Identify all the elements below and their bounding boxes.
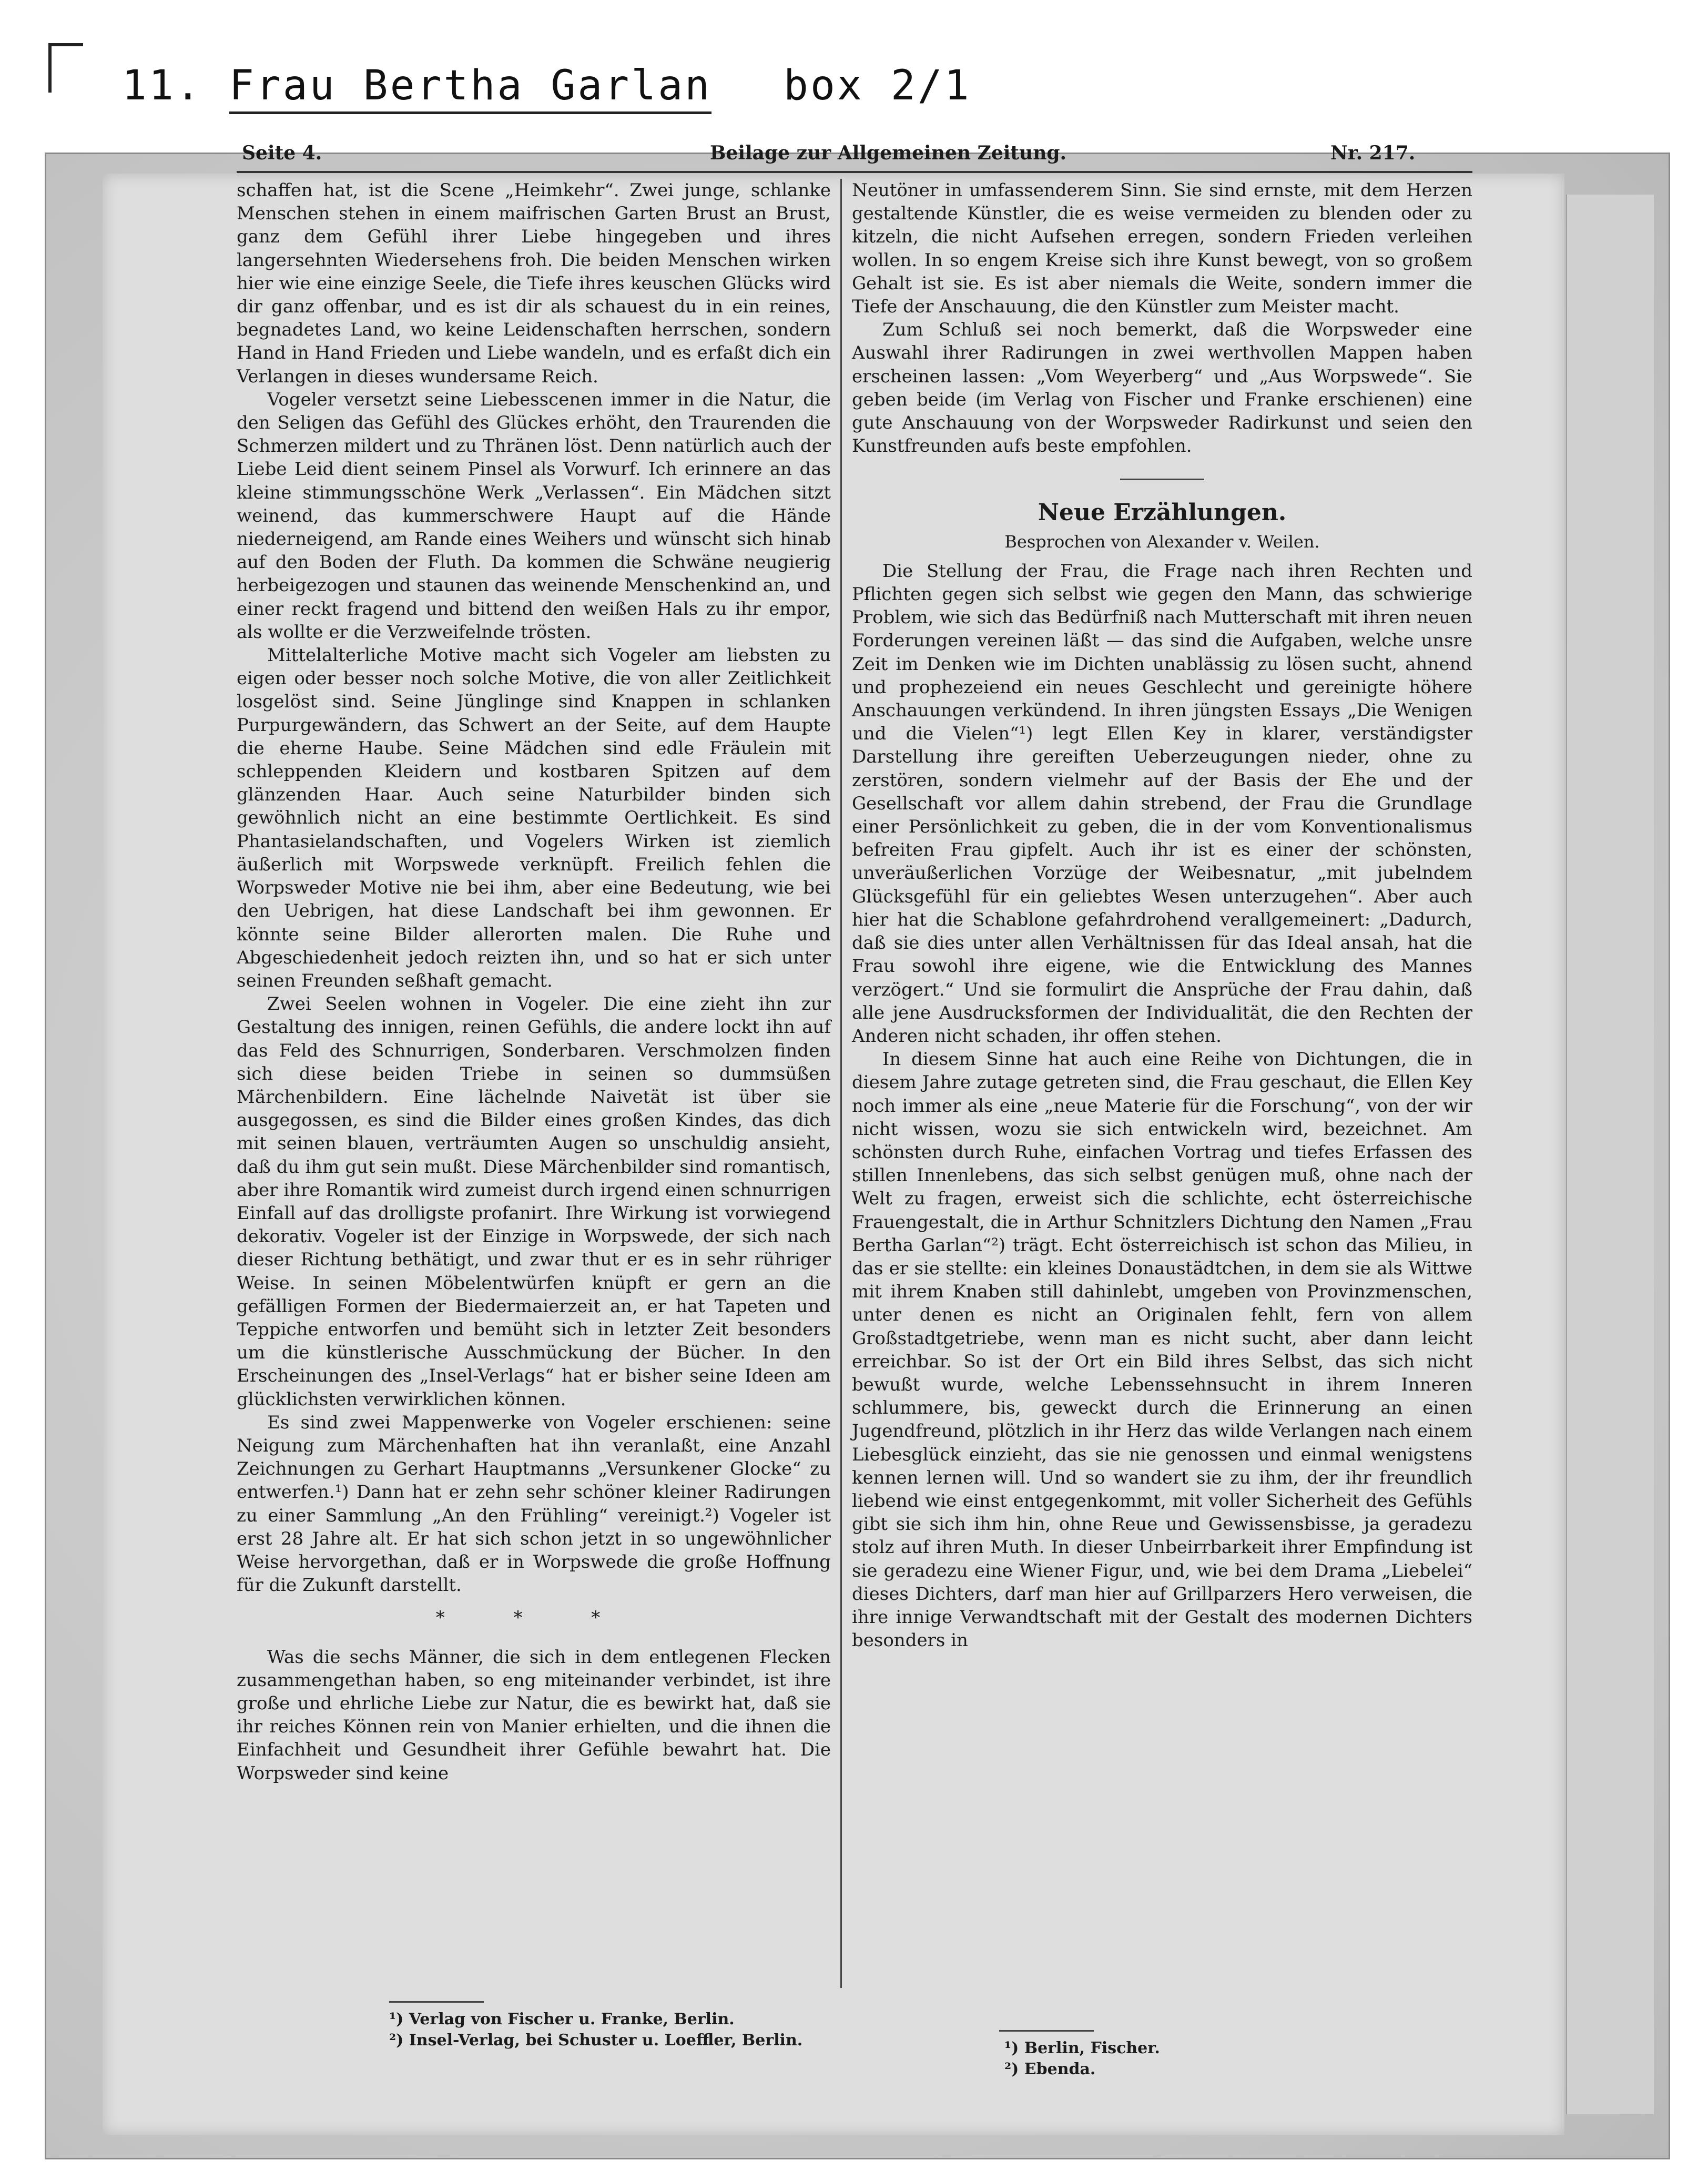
section-separator: [1120, 479, 1204, 480]
left-footnotes: [389, 2009, 802, 2051]
left-closing-paragraph: Was die sechs Männer, die sich in dem entlegenen Flecken zusammengethan haben, so eng miteinander verbindet, ist ihre große und ehrliche Liebe zur Natur, die es bewirkt hat, daß sie ihr reiches Können rein von Manier erhielten, und die ihnen die Einfachheit und Gesundheit ihrer Gefühle bewahrt hat. Die Worpsweder sind keine: [237, 1646, 831, 1784]
left-paragraph: Zwei Seelen wohnen in Vogeler. Die eine zieht ihn zur Gestaltung des innigen, reinen Gefühls, die andere lockt ihn auf das Feld des Schnurrigen, Sonderbaren. Verschmolzen finden sich diese beiden Triebe in seinen so dummsüßen Märchenbildern. Eine lächelnde Naivetät ist über sie ausgegossen, es sind die Bilder eines großen Kindes, das dich mit seinen blauen, verträumten Augen so unschuldig ansieht, daß du ihm gut sein mußt. Diese Märchenbilder sind romantisch, aber ihre Romantik wird zumeist durch irgend einen schnurrigen Einfall auf das drolligste profanirt. Ihre Wirkung ist vorwiegend dekorativ. Vogeler ist der Einzige in Worpswede, der sich nach dieser Richtung bethätigt, und zwar thut er es in sehr rühriger Weise. In seinen Möbelentwürfen knüpft er gern an die gefälligen Formen der Biedermaierzeit an, er hat Tapeten und Teppiche entworfen und bemüht sich in letzter Zeit besonders um die künstlerische Ausschmückung der Bücher. In den Erscheinungen des „Insel-Verlags“ hat er bisher seine Ideen am glücklichsten verwirklichen können.: [237, 993, 831, 1410]
section-stars: * * *: [435, 1607, 632, 1629]
right-paragraph: In diesem Sinne hat auch eine Reihe von Dichtungen, die in diesem Jahre zutage getreten sind, die Frau geschaut, die Ellen Key noch immer als eine „neue Materie für die Forschung“, von der wir nicht wissen, wozu sie sich entwickeln wird, bezeichnet. Am schönsten durch Ruhe, einfachen Vortrag und tiefes Erfassen des stillen Innenlebens, das sich selbst genügen muß, ohne nach der Welt zu fragen, erweist sich die schlichte, echt österreichische Frauengestalt, die in Arthur Schnitzlers Dichtung den Namen „Frau Bertha Garlan“²) trägt. Echt österreichisch ist schon das Milieu, in das er sie stellte: ein kleines Donaustädtchen, in dem sie als Wittwe mit ihrem Knaben still dahinlebt, umgeben von Provinzmenschen, unter denen es nicht an Originalen fehlt, fern von allem Großstadtgetriebe, wenn man es nicht sucht, aber dann leicht erreichbar. So ist der Ort ein Bild ihres Selbst, das sich nicht bewußt wurde, welche Lebenssehnsucht in ihrem Inneren schlummere, bis, geweckt durch die Erinnerung an einen Jugendfreund, plötzlich in ihr Herz das wilde Verlangen nach einem Liebesglück einzieht, das sie nie genossen und einmal wenigstens kennen lernen will. Und so wandert sie zu ihm, der ihr freundlich liebend wie einst entgegenkommt, mit voller Sicherheit des Gefühls gibt sie sich ihm hin, ohne Reue und Gewissensbisse, ja geradezu stolz auf ihren Muth. In dieser Unbeirrbarkeit ihrer Empfindung ist sie geradezu eine Wiener Figur, und, wie bei dem Drama „Liebelei“ dieses Dichters, darf man hier auf Grillparzers Hero verweisen, die ihre innige Verwandtschaft mit der Gestalt des modernen Dichters besonders in: [852, 1049, 1472, 1651]
right-footnote-2: ²) Ebenda.: [1004, 2060, 1096, 2078]
right-footnote-1: ¹) Berlin, Fischer.: [1004, 2039, 1160, 2057]
page-number: Seite 4.: [242, 142, 322, 164]
archive-box-number: box 2/1: [784, 62, 971, 109]
right-opening-paragraph: Neutöner in umfassenderem Sinn. Sie sind ernste, mit dem Herzen gestaltende Künstler, die es weise vermeiden zu blenden oder zu kitzeln, die nicht Aufsehen erregen, sondern Frieden verleihen wollen. In so engem Kreise sich ihre Kunst bewegt, von so großem Gehalt ist sie. Es ist aber niemals die Weite, sondern immer die Tiefe der Anschauung, die den Künstler zum Meister macht.: [852, 180, 1472, 318]
issue-number: Nr. 217.: [1330, 142, 1416, 164]
header-rule: [237, 171, 1472, 173]
label-title-text: Frau Bertha Garlan: [229, 62, 711, 114]
label-number: 11.: [122, 62, 202, 109]
section-title: Neue Erzählungen.: [1038, 499, 1287, 526]
archive-label-title: [122, 62, 711, 109]
corner-crop-mark: [48, 43, 83, 93]
publication-title: Beilage zur Allgemeinen Zeitung.: [710, 142, 1067, 164]
paper-edge-strip: [1566, 195, 1654, 2114]
right-paragraph: Die Stellung der Frau, die Frage nach ihren Rechten und Pflichten gegen sich selbst wie gegen den Mann, das schwierige Problem, wie sich das Bedürfniß nach Mutterschaft mit ihren neuen Forderungen vereinen läßt — das sind die Aufgaben, welche unsre Zeit im Denken wie im Dichten unablässig zu lösen sucht, ahnend und prophezeiend ein neues Geschlecht und gereinigte höhere Anschauungen verkündend. In ihren jüngsten Essays „Die Wenigen und die Vielen“¹) legt Ellen Key in klarer, verständigster Darstellung ihre gereiften Ueberzeugungen nieder, ohne zu zerstören, sondern vielmehr auf der Basis der Ehe und der Gesellschaft vor allem dahin strebend, der Frau die Grundlage einer Persönlichkeit zu geben, die in der vom Konventionalismus befreiten Frau gipfelt. Auch ihr ist es einer der schönsten, unveräußerlichen Vorzüge der Weibesnatur, „mit jubelndem Glücksgefühl für ein geliebtes Wesen unterzugehen“. Aber auch hier hat die Schablone gefahrdrohend verallgemeinert: „Dadurch, daß sie dies unter allen Verhältnissen für das Ideal ansah, hat die Frau sowohl ihre eigene, wie die Entwicklung des Mannes verzögert.“ Und sie formulirt die Ansprüche der Frau dahin, daß alle jene Ausdrucksformen der Individualität, die den Rechten der Anderen nicht schaden, ihr offen stehen.: [852, 560, 1472, 1047]
left-footnote-1: ¹) Verlag von Fischer u. Franke, Berlin.: [389, 2010, 735, 2028]
column-divider: [840, 179, 842, 1988]
right-column: [852, 179, 1472, 1652]
left-paragraph: schaffen hat, ist die Scene „Heimkehr“. Zwei junge, schlanke Menschen stehen in einem maifrischen Garten Brust an Brust, ganz dem Gefühl ihrer Liebe hingegeben und ihres langersehnten Wiedersehens froh. Die beiden Menschen wirken hier wie eine einzige Seele, die Tiefe ihres keuschen Glücks wird dir ganz offenbar, und es ist dir als schauest du in ein reines, begnadetes Land, wo keine Leidenschaften herrschen, sondern Hand in Hand Frieden und Liebe wandeln, und es erfaßt dich ein Verlangen in dieses wundersame Reich.: [237, 180, 831, 387]
right-footnotes: [1004, 2038, 1160, 2080]
left-paragraph: Mittelalterliche Motive macht sich Vogeler am liebsten zu eigen oder besser noch solche Motive, die von aller Zeitlichkeit losgelöst sind. Seine Jünglinge sind Knappen in schlanken Purpurgewändern, das Schwert an der Seite, auf dem Haupte die eherne Haube. Seine Mädchen sind edle Fräulein mit schleppenden Kleidern und kostbaren Spitzen auf dem glänzenden Haar. Auch seine Naturbilder binden sich gewöhnlich nicht an eine bestimmte Oertlichkeit. Es sind Phantasielandschaften, und Vogelers Wirken ist ziemlich äußerlich mit Worpswede verknüpft. Freilich fehlen die Worpsweder Motive nie bei ihm, aber eine Bedeutung, wie bei den Uebrigen, hat diese Landschaft bei ihm gewonnen. Er könnte seine Bilder allerorten malen. Die Ruhe und Abgeschiedenheit jedoch reizten ihn, und so hat er sich unter seinen Freunden seßhaft gemacht.: [237, 645, 831, 991]
byline: Besprochen von Alexander v. Weilen.: [1004, 531, 1320, 552]
right-paragraph: Zum Schluß sei noch bemerkt, daß die Worpsweder eine Auswahl ihrer Radirungen in zwei werthvollen Mappen haben erscheinen lassen: „Vom Weyerberg“ und „Aus Worpswede“. Sie geben beide (im Verlag von Fischer und Franke erschienen) eine gute Anschauung von der Worpsweder Radirkunst und seien den Kunstfreunden aufs beste empfohlen.: [852, 319, 1472, 457]
archive-label-bar: [0, 0, 1708, 142]
left-paragraph: Vogeler versetzt seine Liebesscenen immer in die Natur, die den Seligen das Gefühl des Glückes erhöht, den Traurenden die Schmerzen mildert und zu Thränen löst. Denn natürlich auch der Liebe Leid dient seinem Pinsel als Vorwurf. Ich erinnere an das kleine stimmungsschöne Werk „Verlassen“. Ein Mädchen sitzt weinend, das kummerschwere Haupt auf die Hände niederneigend, am Rande eines Weihers und wünscht sich hinab auf den Boden der Fluth. Da kommen die Schwäne neugierig herbeigezogen und staunen das weinende Menschenkind an, und einer reckt fragend und bittend den weißen Hals zu ihr empor, als wollte er die Verzweifelnde trösten.: [237, 389, 831, 643]
right-footnote-rule: [999, 2030, 1094, 2032]
left-footnote-2: ²) Insel-Verlag, bei Schuster u. Loeffler, Berlin.: [389, 2031, 803, 2050]
left-paragraph: Es sind zwei Mappenwerke von Vogeler erschienen: seine Neigung zum Märchenhaften hat ihn veranlaßt, eine Anzahl Zeichnungen zu Gerhart Hauptmanns „Versunkener Glocke“ zu entwerfen.¹) Dann hat er zehn sehr schöner kleiner Radirungen zu einer Sammlung „An den Frühling“ vereinigt.²) Vogeler ist erst 28 Jahre alt. Er hat sich schon jetzt in so ungewöhnlicher Weise hervorgethan, daß er in Worpswede die große Hoffnung für die Zukunft darstellt.: [237, 1412, 831, 1596]
left-footnote-rule: [389, 2001, 484, 2003]
left-column: [237, 179, 831, 1785]
